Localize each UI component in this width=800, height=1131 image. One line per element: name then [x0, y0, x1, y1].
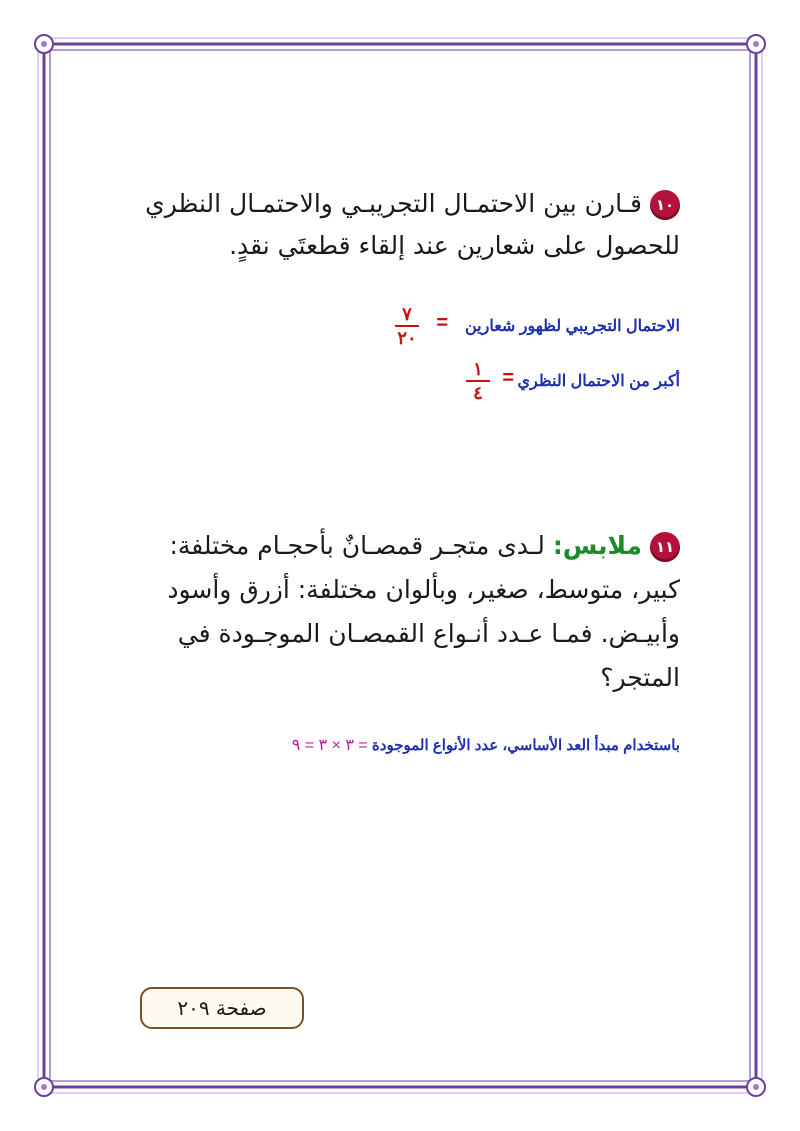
question-11	[120, 524, 680, 700]
fraction-7-20: ٧ ٢٠	[389, 304, 425, 348]
question-11-line4: المتجر؟	[600, 663, 680, 692]
question-10-line2: للحصول على شعارين عند إلقاء قطعتَي نقدٍ.	[229, 231, 680, 260]
question-10	[135, 183, 680, 267]
question-10-line1: ١٠قـارن بين الاحتمـال التجريبـي والاحتمـال النظري	[135, 183, 680, 225]
question-number-badge: ١١	[650, 532, 680, 562]
answer-11-label: باستخدام مبدأ العد الأساسي، عدد الأنواع الموجودة	[371, 737, 680, 754]
answer-10-line2	[380, 357, 680, 407]
question-11-line1: ١١ملابس: لـدى متجـر قمصـانٌ بأحجـام مختلفة:	[120, 524, 680, 568]
answer-10-label1: الاحتمال التجريبي لظهور شعارين	[464, 318, 680, 335]
page-number-label: صفحة ٢٠٩	[177, 996, 267, 1020]
answer-10-label2: أكبر من الاحتمال النظري	[517, 373, 680, 390]
question-number-badge: ١٠	[650, 190, 680, 220]
answer-11	[180, 735, 680, 759]
topic-label: ملابس:	[552, 531, 642, 560]
page-number-box	[140, 987, 304, 1029]
question-11-line2: كبير، متوسط، صغير، وبألوان مختلفة: أزرق وأسود	[167, 575, 680, 604]
fraction-1-4: ١ ٤	[460, 359, 496, 403]
answer-11-calc: = ٣ × ٣ = ٩	[291, 737, 368, 754]
answer-10-line1	[380, 302, 680, 352]
question-11-line3: وأبيـض. فمـا عـدد أنـواع القمصـان الموجـودة في	[177, 619, 680, 648]
equals-sign: =	[502, 367, 514, 389]
equals-sign: =	[436, 312, 448, 334]
